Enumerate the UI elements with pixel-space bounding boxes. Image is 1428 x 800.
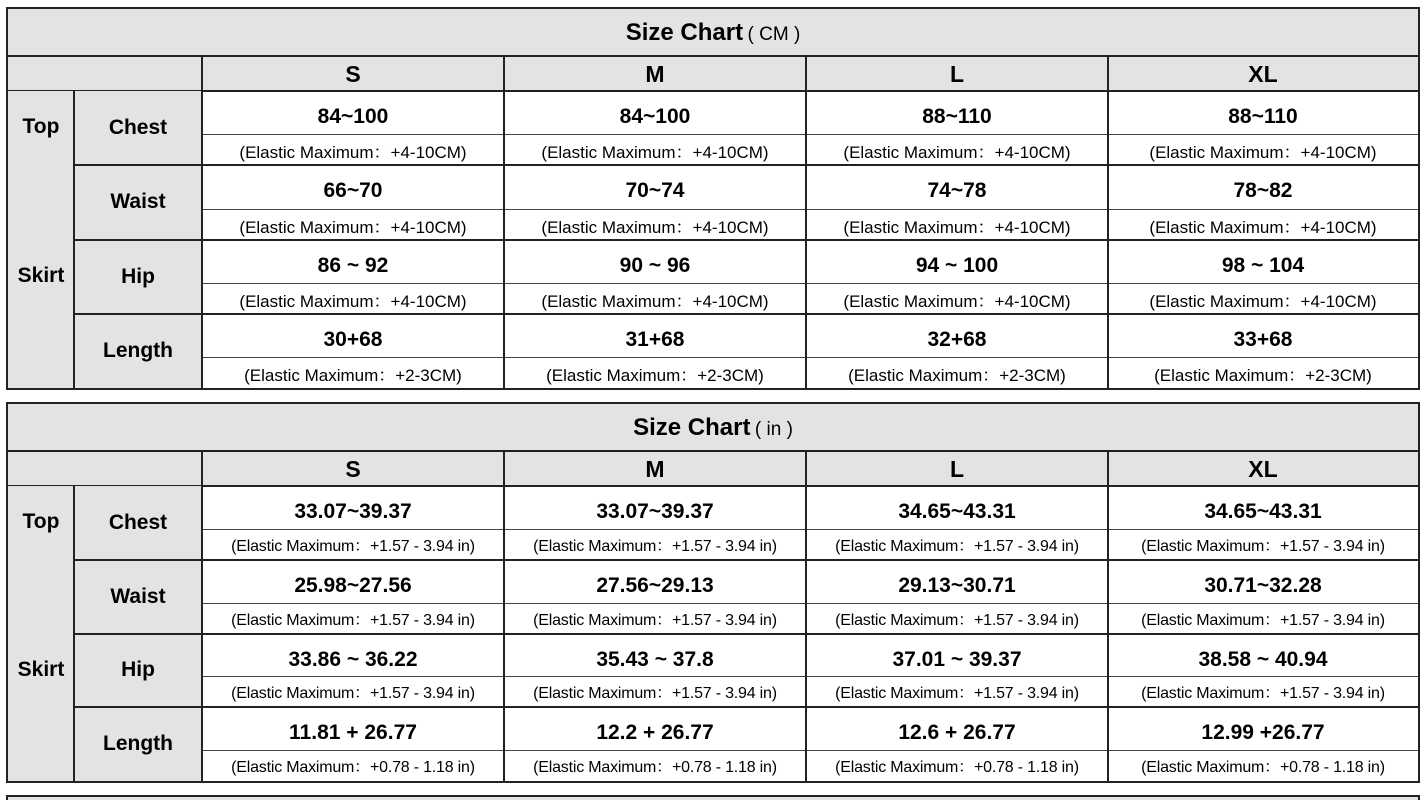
size-value: 27.56~29.13 (596, 573, 714, 597)
elastic-note: (Elastic Maximum：+1.57 - 3.94 in) (1141, 611, 1385, 629)
col-divider (503, 452, 505, 781)
elastic-note: (Elastic Maximum：+4-10CM) (541, 217, 769, 237)
elastic-note: (Elastic Maximum：+0.78 - 1.18 in) (835, 759, 1079, 776)
size-value: 35.43 ~ 37.8 (596, 647, 714, 671)
size-value: 33+68 (1233, 327, 1293, 351)
col-divider (73, 486, 75, 781)
size-value: 86 ~ 92 (317, 253, 389, 277)
header-divider (8, 90, 1418, 92)
col-divider (503, 57, 505, 388)
size-value: 33.07~39.37 (294, 500, 412, 523)
size-value: 25.98~27.56 (294, 573, 412, 597)
chart-unit: ( in ) (754, 419, 793, 440)
chart-title-bar (8, 404, 1418, 452)
elastic-note: (Elastic Maximum：+2-3CM) (1154, 366, 1372, 385)
chart-title-bar (8, 9, 1418, 57)
size-value: 88~110 (1228, 105, 1298, 128)
col-divider (805, 452, 807, 781)
row-divider (74, 706, 1418, 708)
size-value: 84~100 (317, 105, 389, 128)
elastic-note: (Elastic Maximum：+1.57 - 3.94 in) (533, 537, 777, 555)
col-divider (1107, 452, 1109, 781)
value-note-divider (202, 676, 1418, 677)
size-value: 33.86 ~ 36.22 (288, 647, 418, 671)
group-label-skirt: Skirt (17, 657, 65, 681)
size-header: L (806, 57, 1108, 91)
col-divider (73, 91, 75, 388)
row-divider (74, 633, 1418, 635)
elastic-note: (Elastic Maximum：+1.57 - 3.94 in) (835, 685, 1079, 703)
size-value: 11.81 + 26.77 (289, 721, 417, 745)
size-value: 30+68 (323, 327, 383, 351)
size-value: 37.01 ~ 39.37 (892, 647, 1022, 671)
elastic-note: (Elastic Maximum：+0.78 - 1.18 in) (1141, 759, 1385, 776)
size-header: L (806, 452, 1108, 486)
elastic-note: (Elastic Maximum：+1.57 - 3.94 in) (835, 537, 1079, 555)
value-note-divider (202, 603, 1418, 604)
elastic-note: (Elastic Maximum：+2-3CM) (848, 366, 1066, 385)
next-chart-edge (6, 795, 1420, 800)
row-label: Chest (74, 91, 202, 165)
row-divider (74, 164, 1418, 166)
size-header: XL (1108, 57, 1418, 91)
size-value: 30.71~32.28 (1204, 573, 1322, 597)
value-note-divider (202, 134, 1418, 135)
size-value: 31+68 (625, 327, 685, 351)
col-divider (805, 57, 807, 388)
elastic-note: (Elastic Maximum：+4-10CM) (239, 143, 467, 163)
group-label-top: Top (22, 115, 60, 138)
elastic-note: (Elastic Maximum：+2-3CM) (546, 366, 764, 385)
elastic-note: (Elastic Maximum：+1.57 - 3.94 in) (1141, 685, 1385, 703)
size-value: 12.6 + 26.77 (898, 721, 1016, 745)
row-divider (74, 559, 1418, 561)
group-label-skirt: Skirt (17, 263, 65, 287)
row-label: Hip (74, 240, 202, 314)
elastic-note: (Elastic Maximum：+1.57 - 3.94 in) (533, 685, 777, 703)
size-header: XL (1108, 452, 1418, 486)
size-value: 12.2 + 26.77 (596, 721, 714, 745)
chart-title: Size Chart (633, 414, 751, 441)
row-label: Length (74, 707, 202, 781)
header-corner (8, 452, 202, 486)
size-chart-cm (6, 7, 1420, 390)
size-value: 94 ~ 100 (915, 253, 999, 277)
elastic-note: (Elastic Maximum：+4-10CM) (843, 143, 1071, 163)
size-value: 38.58 ~ 40.94 (1198, 647, 1328, 671)
chart-unit: ( CM ) (747, 24, 801, 45)
elastic-note: (Elastic Maximum：+1.57 - 3.94 in) (533, 611, 777, 629)
elastic-note: (Elastic Maximum：+4-10CM) (843, 291, 1071, 311)
elastic-note: (Elastic Maximum：+0.78 - 1.18 in) (533, 759, 777, 776)
elastic-note: (Elastic Maximum：+4-10CM) (1149, 143, 1377, 163)
row-divider (74, 239, 1418, 241)
value-note-divider (202, 750, 1418, 751)
row-label: Chest (74, 486, 202, 560)
header-divider (8, 485, 1418, 487)
size-value: 29.13~30.71 (898, 573, 1016, 597)
size-header: M (504, 57, 806, 91)
size-value: 84~100 (619, 105, 691, 128)
group-label-top: Top (22, 510, 60, 533)
header-corner (8, 57, 202, 91)
row-label: Waist (74, 560, 202, 634)
elastic-note: (Elastic Maximum：+4-10CM) (541, 291, 769, 311)
col-divider (201, 452, 203, 781)
elastic-note: (Elastic Maximum：+4-10CM) (1149, 291, 1377, 311)
elastic-note: (Elastic Maximum：+1.57 - 3.94 in) (1141, 537, 1385, 555)
value-note-divider (202, 209, 1418, 210)
elastic-note: (Elastic Maximum：+1.57 - 3.94 in) (231, 685, 475, 703)
size-header: S (202, 452, 504, 486)
size-value: 74~78 (927, 179, 987, 203)
elastic-note: (Elastic Maximum：+1.57 - 3.94 in) (231, 537, 475, 555)
size-value: 88~110 (922, 105, 992, 128)
elastic-note: (Elastic Maximum：+0.78 - 1.18 in) (231, 759, 475, 776)
size-value: 12.99 +26.77 (1201, 721, 1325, 745)
size-chart-in (6, 402, 1420, 783)
elastic-note: (Elastic Maximum：+4-10CM) (239, 217, 467, 237)
elastic-note: (Elastic Maximum：+1.57 - 3.94 in) (835, 611, 1079, 629)
size-value: 34.65~43.31 (1204, 500, 1322, 523)
col-divider (201, 57, 203, 388)
row-divider (74, 313, 1418, 315)
size-value: 34.65~43.31 (898, 500, 1016, 523)
size-value: 33.07~39.37 (596, 500, 714, 523)
elastic-note: (Elastic Maximum：+4-10CM) (843, 217, 1071, 237)
row-label: Waist (74, 165, 202, 239)
size-header: S (202, 57, 504, 91)
elastic-note: (Elastic Maximum：+1.57 - 3.94 in) (231, 611, 475, 629)
size-value: 32+68 (927, 327, 987, 351)
size-value: 98 ~ 104 (1221, 253, 1305, 277)
elastic-note: (Elastic Maximum：+4-10CM) (541, 143, 769, 163)
col-divider (1107, 57, 1109, 388)
elastic-note: (Elastic Maximum：+2-3CM) (244, 366, 462, 385)
elastic-note: (Elastic Maximum：+4-10CM) (239, 291, 467, 311)
size-value: 66~70 (323, 179, 383, 203)
value-note-divider (202, 529, 1418, 530)
elastic-note: (Elastic Maximum：+4-10CM) (1149, 217, 1377, 237)
value-note-divider (202, 283, 1418, 284)
row-label: Hip (74, 634, 202, 708)
chart-title: Size Chart (625, 19, 744, 46)
size-value: 78~82 (1233, 179, 1293, 203)
size-header: M (504, 452, 806, 486)
size-value: 90 ~ 96 (619, 253, 691, 277)
size-value: 70~74 (625, 179, 685, 203)
row-label: Length (74, 314, 202, 388)
value-note-divider (202, 357, 1418, 358)
